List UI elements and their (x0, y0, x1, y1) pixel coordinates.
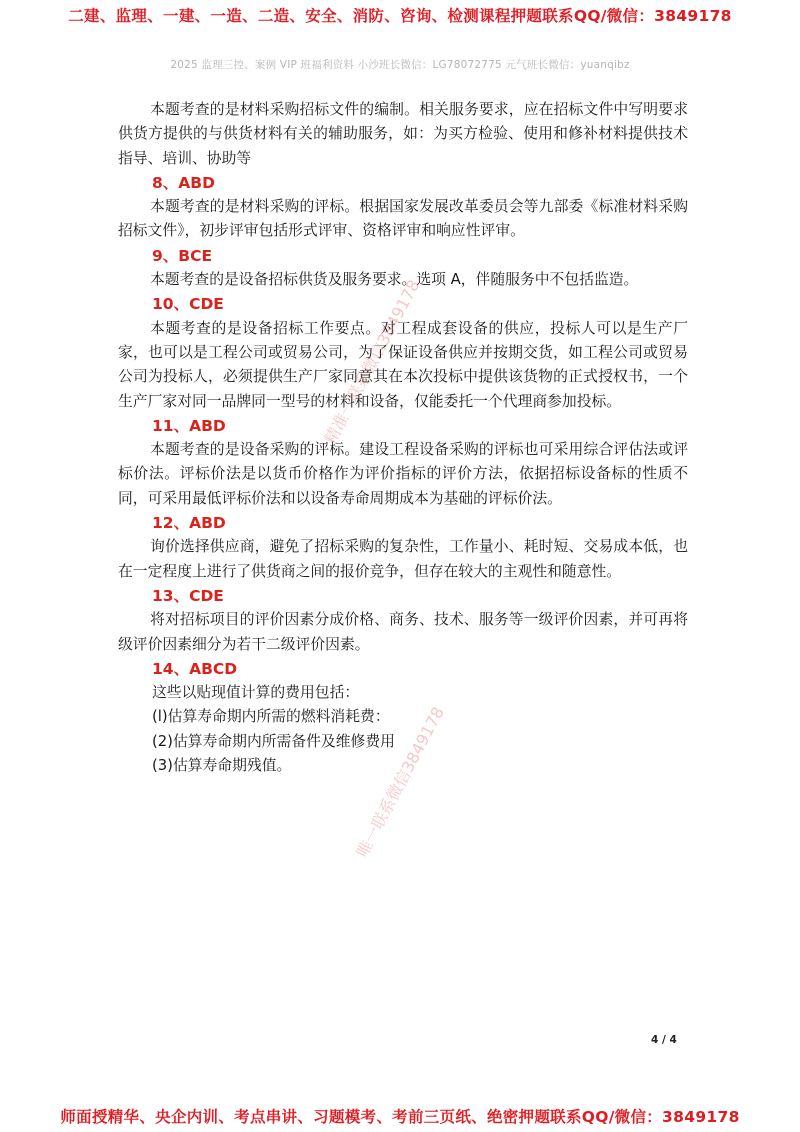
answer-heading: 10、CDE (152, 295, 224, 314)
watermark: 唯一联系微信3849178 (352, 703, 448, 861)
answer-heading: 14、ABCD (152, 659, 238, 678)
answer-heading: 8、ABD (152, 173, 215, 192)
top-banner: 二建、监理、一建、一造、二造、安全、消防、咨询、检测课程押题联系QQ/微信：3849178 (68, 7, 732, 25)
section-11 (118, 414, 688, 511)
sub-header: 2025 监理三控、案例 VIP 班福利资料 小沙班长微信：LG78072775 元气班长微信：yuanqibz (170, 59, 630, 71)
bottom-banner: 师面授精华、央企内训、考点串讲、习题模考、考前三页纸、绝密押题联系QQ/微信：3849178 (60, 1108, 740, 1126)
section-12 (118, 511, 688, 584)
answer-heading: 9、BCE (152, 246, 213, 265)
explanation-text: 本题考查的是材料采购的评标。根据国家发展改革委员会等九部委《标准材料采购招标文件》，初步评审包括形式评审、资格评审和响应性评审。 (118, 198, 688, 240)
answer-heading: 11、ABD (152, 416, 226, 435)
explanation-line: (2)估算寿命期内所需备件及维修费用 (152, 732, 395, 750)
section-8 (118, 171, 688, 244)
explanation-text: 将对招标项目的评价因素分成价格、商务、技术、服务等一级评价因素，并可再将级评价因素细分为若干二级评价因素。 (118, 611, 688, 653)
page-number: 4 / 4 (651, 1034, 677, 1046)
answer-heading: 13、CDE (152, 586, 224, 605)
explanation-text: 本题考查的是设备采购的评标。建设工程设备采购的评标也可采用综合评估法或评标价法。评标价法是以货币价格作为评价指标的评价方法，依据招标设备标的性质不同，可采用最低评标价法和以设备寿命周期成本为基础的评标价法。 (118, 441, 688, 507)
answer-explanations (118, 98, 688, 778)
explanation-line: 这些以贴现值计算的费用包括： (152, 684, 360, 702)
section-7 (118, 98, 688, 171)
explanation-line: (l)估算寿命期内所需的燃料消耗费： (152, 708, 390, 726)
explanation-text: 本题考查的是设备招标供货及服务要求。选项 A，伴随服务中不包括监造。 (150, 271, 639, 289)
explanation-text: 询价选择供应商，避免了招标采购的复杂性，工作量小、耗时短、交易成本低，也在一定程度上进行了供货商之间的报价竞争，但存在较大的主观性和随意性。 (118, 538, 688, 580)
watermark: 精准一联系微信3849178 (320, 276, 424, 448)
answer-heading: 12、ABD (152, 514, 226, 533)
section-13 (118, 584, 688, 657)
explanation-line: (3)估算寿命期残值。 (152, 757, 292, 775)
explanation-text: 本题考查的是设备招标工作要点。对工程成套设备的供应，投标人可以是生产厂家，也可以是工程公司或贸易公司，为了保证设备供应并按期交货，如工程公司或贸易公司为投标人，必须提供生产厂家同意其在本次投标中提供该货物的正式授权书，一个生产厂家对同一品牌同一型号的材料和设备，仅能委托一个代理商参加投标。 (118, 319, 688, 410)
explanation-text: 本题考查的是材料采购招标文件的编制。相关服务要求，应在招标文件中写明要求供货方提供的与供货材料有关的辅助服务，如：为买方检验、使用和修补材料提供技术指导、培训、协助等 (118, 101, 688, 167)
